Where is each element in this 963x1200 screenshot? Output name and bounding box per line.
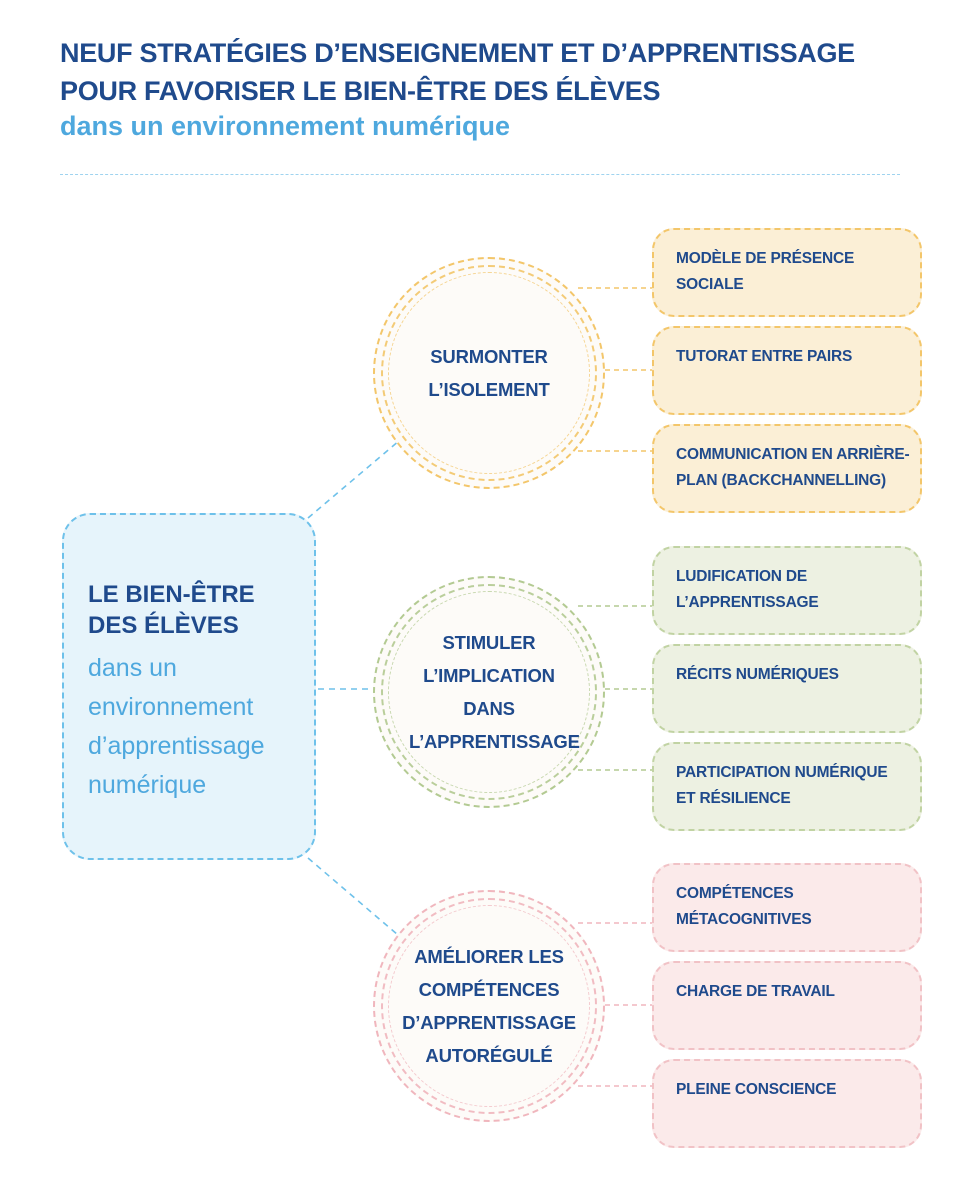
strategy-box-presence-sociale: MODÈLE DE PRÉSENCE SOCIALE bbox=[652, 228, 922, 317]
branch-circle-autoregule bbox=[373, 890, 605, 1122]
title-line-2: POUR FAVORISER LE BIEN-ÊTRE DES ÉLÈVES bbox=[60, 76, 661, 106]
center-node-title: LE BIEN-ÊTRE DES ÉLÈVES bbox=[88, 581, 255, 639]
strategy-box-charge-travail: CHARGE DE TRAVAIL bbox=[652, 961, 922, 1050]
strategy-box-metacognitives: COMPÉTENCES MÉTACOGNITIVES bbox=[652, 863, 922, 952]
page-subtitle: dans un environnement numérique bbox=[60, 111, 511, 141]
connector-center-branch-3 bbox=[308, 858, 398, 935]
strategy-box-recits: RÉCITS NUMÉRIQUES bbox=[652, 644, 922, 733]
strategy-box-ludification: LUDIFICATION DE L’APPRENTISSAGE bbox=[652, 546, 922, 635]
branch-circle-implication bbox=[373, 576, 605, 808]
branch-label-implication: STIMULER L’IMPLICATION DANS L’APPRENTISSAGE bbox=[409, 632, 580, 752]
center-node bbox=[62, 513, 316, 860]
strategy-box-participation: PARTICIPATION NUMÉRIQUE ET RÉSILIENCE bbox=[652, 742, 922, 831]
branch-circle-isolement bbox=[373, 257, 605, 489]
branch-label-isolement: SURMONTER L’ISOLEMENT bbox=[428, 346, 550, 400]
title-line-1: NEUF STRATÉGIES D’ENSEIGNEMENT ET D’APPRENTISSAGE bbox=[60, 38, 855, 68]
branch-label-autoregule: AMÉLIORER LES COMPÉTENCES D’APPRENTISSAGE AUTORÉGULÉ bbox=[402, 946, 576, 1066]
strategy-box-tutorat: TUTORAT ENTRE PAIRS bbox=[652, 326, 922, 415]
strategy-box-pleine-conscience: PLEINE CONSCIENCE bbox=[652, 1059, 922, 1148]
strategy-box-backchannelling: COMMUNICATION EN ARRIÈRE-PLAN (BACKCHANNELLING) bbox=[652, 424, 922, 513]
center-node-subtitle: dans un environnement d’apprentissage numérique bbox=[88, 654, 265, 799]
connector-center-branch-1 bbox=[308, 440, 400, 518]
